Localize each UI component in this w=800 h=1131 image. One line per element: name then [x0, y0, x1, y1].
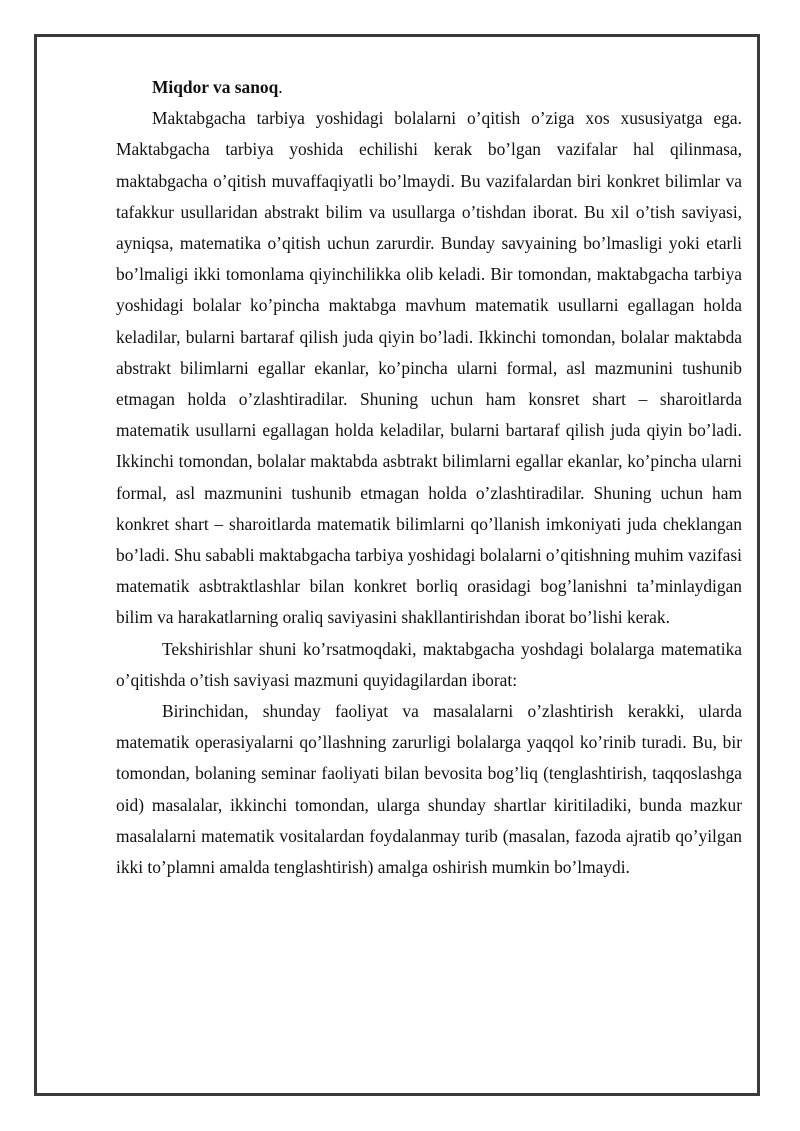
section-heading — [116, 72, 742, 103]
paragraph-2: Tekshirishlar shuni ko’rsatmoqdaki, maktabgacha yoshdagi bolalarga matematika o’qitishda o’tish saviyasi mazmuni quyidagilardan iborat: — [116, 638, 742, 690]
section-heading-text: Miqdor va sanoq — [152, 77, 279, 97]
paragraph-1: Maktabgacha tarbiya yoshidagi bolalarni o’qitish o’ziga xos xususiyatga ega. Maktabgacha tarbiya yoshida echilishi kerak bo’lgan vazifalar hal qilinmasa, maktabgacha o’qitish muvaffaqiyatli bo’lmaydi. Bu vazifalardan biri konkret bilimlar va tafakkur usullaridan abstrakt bilim va usullarga o’tishdan iborat. Bu xil o’tish saviyasi, ayniqsa, matematika o’qitish uchun zarurdir. Bunday savyaining bo’lmasligi yoki etarli bo’lmaligi ikki tomonlama qiyinchilikka olib keladi. Bir tomondan, maktabgacha tarbiya yoshidagi bolalar ko’pincha maktabga mavhum matematik usullarni egallagan holda keladilar, bularni bartaraf qilish juda qiyin bo’ladi. Ikkinchi tomondan, bolalar maktabda abstrakt bilimlarni egallar ekanlar, ko’pincha ularni formal, asl mazmunini tushunib etmagan holda o’zlashtiradilar. Shuning uchun ham konsret shart – sharoitlarda matematik usullarni egallagan holda keladilar, bularni bartaraf qilish juda qiyin bo’ladi. Ikkinchi tomondan, bolalar maktabda asbtrakt bilimlarni egallar ekanlar, ko’pincha ularni formal, asl mazmunini tushunib etmagan holda o’zlashtiradilar. Shuning uchun ham konkret shart – sharoitlarda matematik bilimlarni qo’llanish imkoniyati juda cheklangan bo’ladi. Shu sababli maktabgacha tarbiya yoshidagi bolalarni o’qitishning muhim vazifasi matematik asbtraktlashlar bilan konkret borliq orasidagi bog’lanishni ta’minlaydigan bilim va harakatlarning oraliq saviyasini shakllantirishdan iborat bo’lishi kerak. — [116, 108, 742, 628]
section-heading-punct: . — [278, 77, 283, 97]
paragraph-3: Birinchidan, shunday faoliyat va masalalarni o’zlashtirish kerakki, ularda matematik operasiyalarni qo’llashning zarurligi bolalarga yaqqol ko’rinib turadi. Bu, bir tomondan, bolaning seminar faoliyati bilan bevosita bog’liq (tenglashtirish, taqqoslashga oid) masalalar, ikkinchi tomondan, ularga shunday shartlar kiritiladiki, bunda mazkur masalalarni matematik vositalardan foydalanmay turib (masalan, fazoda ajratib qo’yilgan ikki to’plamni amalda tenglashtirish) amalga oshirish mumkin bo’lmaydi. — [116, 701, 742, 878]
document-body — [116, 72, 742, 883]
